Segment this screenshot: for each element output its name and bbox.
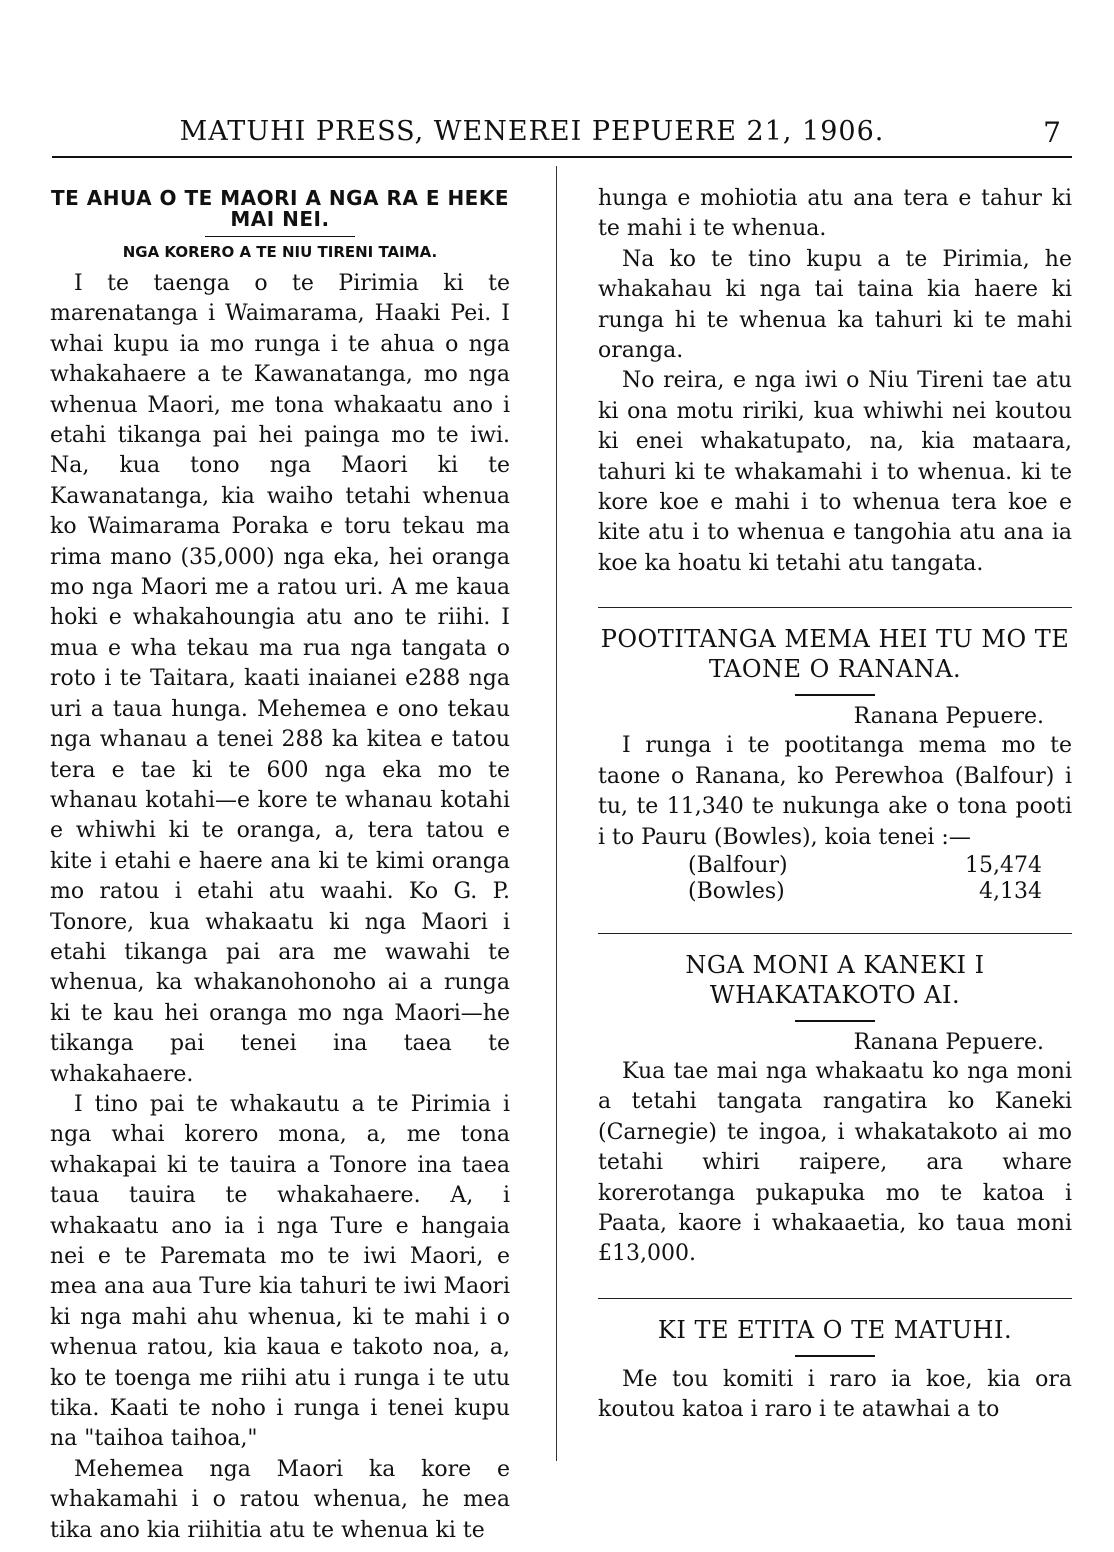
carnegie-paragraph: Kua tae mai nga whakaatu ko nga moni a tetahi tangata rangatira ko Kaneki (Carnegie) te ingoa, i whakatakoto ai mo tetahi whiri raipere, ara whare korerotanga pukapuka mo te katoa i Paata, kaore i whakaaetia, ko taua moni £13,000.	[598, 1058, 1072, 1267]
result-row	[688, 879, 1042, 905]
section-rule	[598, 933, 1072, 934]
carnegie-dateline: Ranana Pepuere.	[853, 1029, 1044, 1055]
candidate-votes: 15,474	[965, 852, 1042, 878]
candidate-name: (Bowles)	[688, 878, 785, 904]
editor-paragraph: Me tou komiti i raro ia koe, kia ora koutou katoa i raro i te atawhai a to	[598, 1366, 1072, 1423]
carnegie-title: NGA MONI A KANEKI I WHAKATAKOTO AI.	[685, 950, 985, 1009]
editor-body	[598, 1365, 1072, 1426]
article-subheadline: NGA KORERO A TE NIU TIRENI TAIMA.	[122, 243, 438, 261]
carnegie-body	[598, 1057, 1072, 1270]
election-dateline: Ranana Pepuere.	[853, 704, 1044, 730]
running-title: MATUHI PRESS, WENEREI PEPUERE 21, 1906.	[179, 116, 885, 147]
election-paragraph: I runga i te pootitanga mema mo te taone o Ranana, ko Perewhoa (Balfour) i tu, te 11,340 te nukunga ake o tona pooti i to Pauru (Bowles), koia tenei :—	[598, 733, 1072, 850]
title-dash	[795, 694, 875, 696]
article-paragraph: Mehemea nga Maori ka kore e whakamahi i o ratou whenua, he mea tika ano kia riihitia atu te whenua ki te	[50, 1456, 510, 1543]
election-title: POOTITANGA MEMA HEI TU MO TE TAONE O RANANA.	[600, 625, 1070, 684]
article-body	[50, 269, 510, 1546]
left-column	[50, 170, 510, 1546]
election-body	[598, 731, 1072, 853]
page-number: 7	[1043, 116, 1062, 149]
title-dash	[795, 1020, 875, 1022]
continuation-paragraph: No reira, e nga iwi o Niu Tireni tae atu ki ona motu ririki, kua whiwhi nei koutou ki enei whakatupato, na, kia mataara, tahuri ki te whakamahi i to whenua. ki te kore koe e mahi i to whenua tera koe e kite atu i to whenua e tangohia atu ana ia koe ka hoatu ki tetahi atu tangata.	[598, 368, 1072, 576]
election-results	[688, 853, 1042, 905]
title-dash	[795, 1355, 875, 1357]
editor-title: KI TE ETITA O TE MATUHI.	[657, 1315, 1013, 1344]
candidate-name: (Balfour)	[688, 852, 788, 878]
article-headline: TE AHUA O TE MAORI A NGA RA E HEKE MAI NEI.	[50, 186, 510, 231]
right-column	[598, 170, 1072, 1426]
article-paragraph: I tino pai te whakautu a te Pirimia i nga whai korero mona, a, me tona whakapai ki te tauira a Tonore ina taea taua tauira te whakahaere. A, i whakaatu ano ia i nga Ture e hangaia nei e te Paremata mo te iwi Maori, e mea ana aua Ture kia tahuri te iwi Maori ki nga mahi ahu whenua, ki te mahi i o whenua ratou, kia kaua e takoto noa, a, ko te toenga me riihi atu i runga i te utu tika. Kaati te noho i runga i tenei kupu na "taihoa taihoa,"	[50, 1091, 510, 1452]
section-rule	[598, 1298, 1072, 1299]
section-rule	[598, 607, 1072, 608]
continuation-body	[598, 184, 1072, 579]
page-header	[52, 112, 1072, 152]
result-row	[688, 853, 1042, 879]
headline-rule	[205, 236, 355, 237]
column-divider	[556, 166, 557, 1461]
candidate-votes: 4,134	[979, 878, 1042, 904]
continuation-paragraph: hunga e mohiotia atu ana tera e tahur ki te mahi i te whenua.	[598, 186, 1072, 242]
header-rule	[52, 156, 1072, 158]
article-paragraph: I te taenga o te Pirimia ki te marenatanga i Waimarama, Haaki Pei. I whai kupu ia mo runga i te ahua o nga whakahaere a te Kawanatanga, mo nga whenua Maori, me tona whakaatu ano i etahi tikanga pai hei painga mo te iwi. Na, kua tono nga Maori ki te Kawanatanga, kia waiho tetahi whenua ko Waimarama Poraka e toru tekau ma rima mano (35,000) nga eka, hei oranga mo nga Maori me a ratou uri. A me kaua hoki e whakahoungia atu ano te riihi. I mua e wha tekau ma rua nga tangata o roto i te Taitara, kaati inaianei e288 nga uri a taua hunga. Mehemea e ono tekau nga whanau a tenei 288 ka kitea e tatou tera e tae ki te 600 nga eka mo te whanau kotahi—e kore te whanau kotahi e whiwhi ki te oranga, a, tera tatou e kite i etahi e haere ana ki te kimi oranga mo ratou i etahi atu waahi. Ko G. P. Tonore, kua whakaatu ki nga Maori i etahi tikanga pai ara me wawahi te whenua, ka whakanohonoho ai a runga ki te kau hei oranga mo nga Maori—he tikanga pai tenei ina taea te whakahaere.	[50, 271, 510, 1087]
continuation-paragraph: Na ko te tino kupu a te Pirimia, he whakahau ki nga tai taina kia haere ki runga hi te whenua ka tahuri ki te mahi oranga.	[598, 246, 1072, 364]
